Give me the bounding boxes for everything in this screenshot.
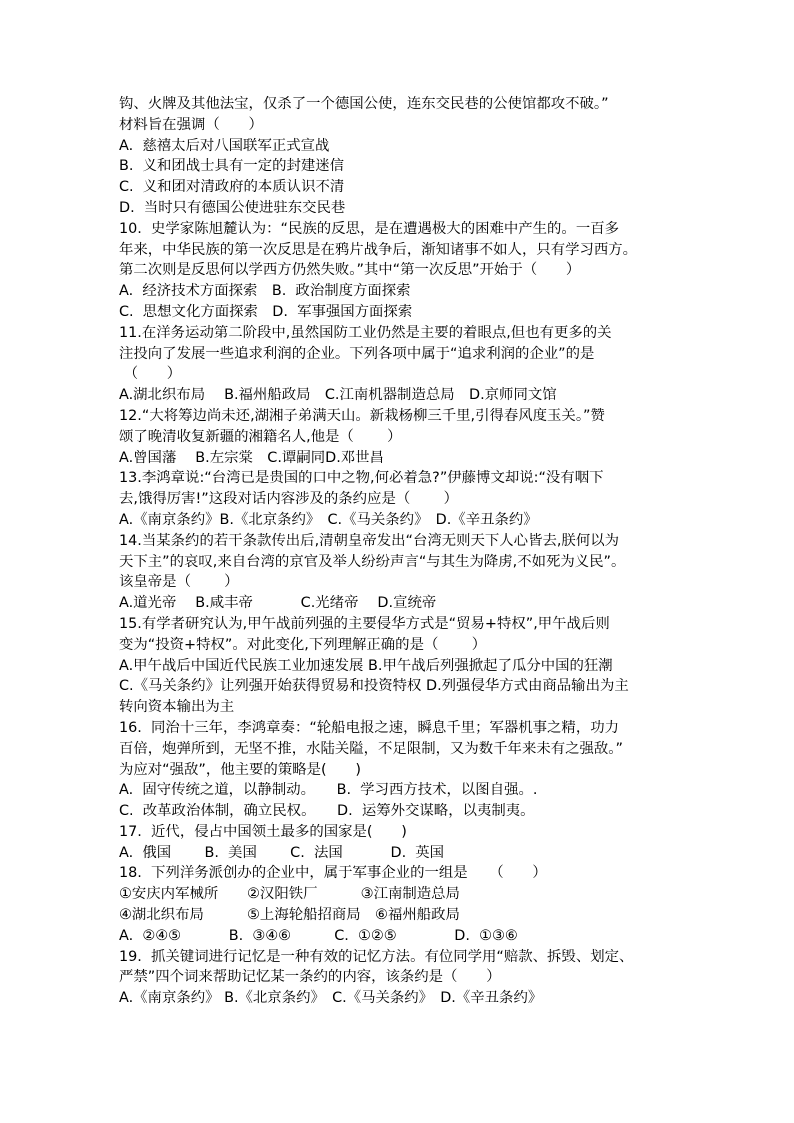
- text-line: 颂了晚清收复新疆的湘籍名人,他是（ ）: [119, 428, 402, 445]
- text-line: （ ）: [119, 366, 182, 383]
- text-line: C. 改革政治体制，确立民权。 D. 运筹外交谋略，以夷制夷。: [119, 803, 535, 820]
- text-line: B. 义和团战士具有一定的封建迷信: [119, 158, 345, 175]
- text-line: ④湖北织布局 ⑤上海轮船招商局 ⑥福州船政局: [119, 907, 460, 924]
- text-line: C. 义和团对清政府的本质认识不清: [119, 179, 345, 196]
- text-line: D. 当时只有德国公使进驻东交民巷: [119, 199, 346, 216]
- text-line: 13.李鸿章说:“台湾已是贵国的口中之物,何必着急?”伊藤博文却说:“没有咽下: [119, 470, 604, 487]
- text-line: 为应对“强敌”，他主要的策略是( ): [119, 761, 361, 778]
- text-line: 年来，中华民族的第一次反思是在鸦片战争后，渐知诸事不如人，只有学习西方。: [119, 241, 638, 258]
- text-line: 注投向了发展一些追求利润的企业。下列各项中属于“追求利润的企业”的是: [119, 345, 595, 362]
- text-line: 去,饿得厉害!”这段对话内容涉及的条约应是（ ）: [119, 491, 458, 508]
- text-line: 11.在洋务运动第二阶段中,虽然国防工业仍然是主要的着眼点,但也有更多的关: [119, 324, 612, 341]
- text-line: 钩、火牌及其他法宝，仅杀了一个德国公使，连东交民巷的公使馆都攻不破。”: [119, 96, 609, 112]
- text-line: 材料旨在强调（ ）: [119, 116, 263, 133]
- text-line: 14.当某条约的若干条款传出后,清朝皇帝发出“台湾无则天下人心皆去,朕何以为: [119, 532, 619, 549]
- text-line: ①安庆内军械所 ②汉阳铁厂 ③江南制造总局: [119, 886, 460, 903]
- text-line: A. ②④⑤ B. ③④⑥ C. ①②⑤ D. ①③⑥: [119, 927, 518, 944]
- text-line: A.《南京条约》 B.《北京条约》 C.《马关条约》 D.《辛丑条约》: [119, 990, 543, 1007]
- text-line: C.《马关条约》让列强开始获得贸易和投资特权 D.列强侵华方式由商品输出为主: [119, 678, 629, 695]
- text-line: 16. 同治十三年，李鸿章奏：“轮船电报之速，瞬息千里；军器机事之精，功力: [119, 719, 619, 736]
- text-line: 10. 史学家陈旭麓认为：“民族的反思，是在遭遇极大的困难中产生的。一百多: [119, 220, 619, 237]
- text-line: 严禁”四个词来帮助记忆某一条约的内容，该条约是（ ）: [119, 969, 501, 986]
- text-line: C. 思想文化方面探索 D. 军事强国方面探索: [119, 303, 413, 320]
- text-line: 变为“投资+特权”。对此变化,下列理解正确的是（ ）: [119, 636, 487, 653]
- exam-page-text: [119, 94, 679, 1009]
- text-line: A. 俄国 B. 美国 C. 法国 D. 英国: [119, 844, 445, 861]
- text-line: A. 慈禧太后对八国联军正式宣战: [119, 137, 330, 154]
- text-line: A.曾国藩 B.左宗棠 C.谭嗣同D.邓世昌: [119, 449, 384, 466]
- text-line: A.甲午战后中国近代民族工业加速发展 B.甲午战后列强掀起了瓜分中国的狂潮: [119, 657, 613, 674]
- text-line: A. 固守传统之道，以静制动。 B. 学习西方技术，以图自强。.: [119, 782, 538, 799]
- text-line: 15.有学者研究认为,甲午战前列强的主要侵华方式是“贸易+特权”,甲午战后则: [119, 615, 610, 632]
- text-line: 12.“大将筹边尚未还,湖湘子弟满天山。新栽杨柳三千里,引得春风度玉关。”赞: [119, 407, 605, 424]
- text-line: 百倍，炮弹所到，无坚不推，水陆关隘，不足限制，又为数千年来未有之强敌。”: [119, 740, 623, 757]
- text-line: A.湖北织布局 B.福州船政局 C.江南机器制造总局 D.京师同文馆: [119, 387, 557, 404]
- text-line: 17. 近代，侵占中国领土最多的国家是( ): [119, 823, 407, 840]
- text-line: 第二次则是反思何以学西方仍然失败。”其中“第一次反思”开始于（ ）: [119, 262, 581, 279]
- text-line: 18. 下列洋务派创办的企业中，属于军事企业的一组是 （ ）: [119, 865, 547, 882]
- text-line: A.道光帝 B.咸丰帝 C.光绪帝 D.宣统帝: [119, 595, 437, 612]
- text-line: 该皇帝是（ ）: [119, 574, 239, 591]
- text-line: 天下主”的哀叹,来自台湾的京官及举人纷纷声言“与其生为降虏,不如死为义民”。: [119, 553, 626, 570]
- text-line: 转向资本输出为主: [119, 699, 235, 716]
- text-line: A.《南京条约》B.《北京条约》 C.《马关条约》 D.《辛丑条约》: [119, 511, 538, 528]
- text-line: 19. 抓关键词进行记忆是一种有效的记忆方法。有位同学用“赔款、拆毁、划定、: [119, 948, 634, 965]
- text-line: A. 经济技术方面探索 B. 政治制度方面探索: [119, 283, 411, 300]
